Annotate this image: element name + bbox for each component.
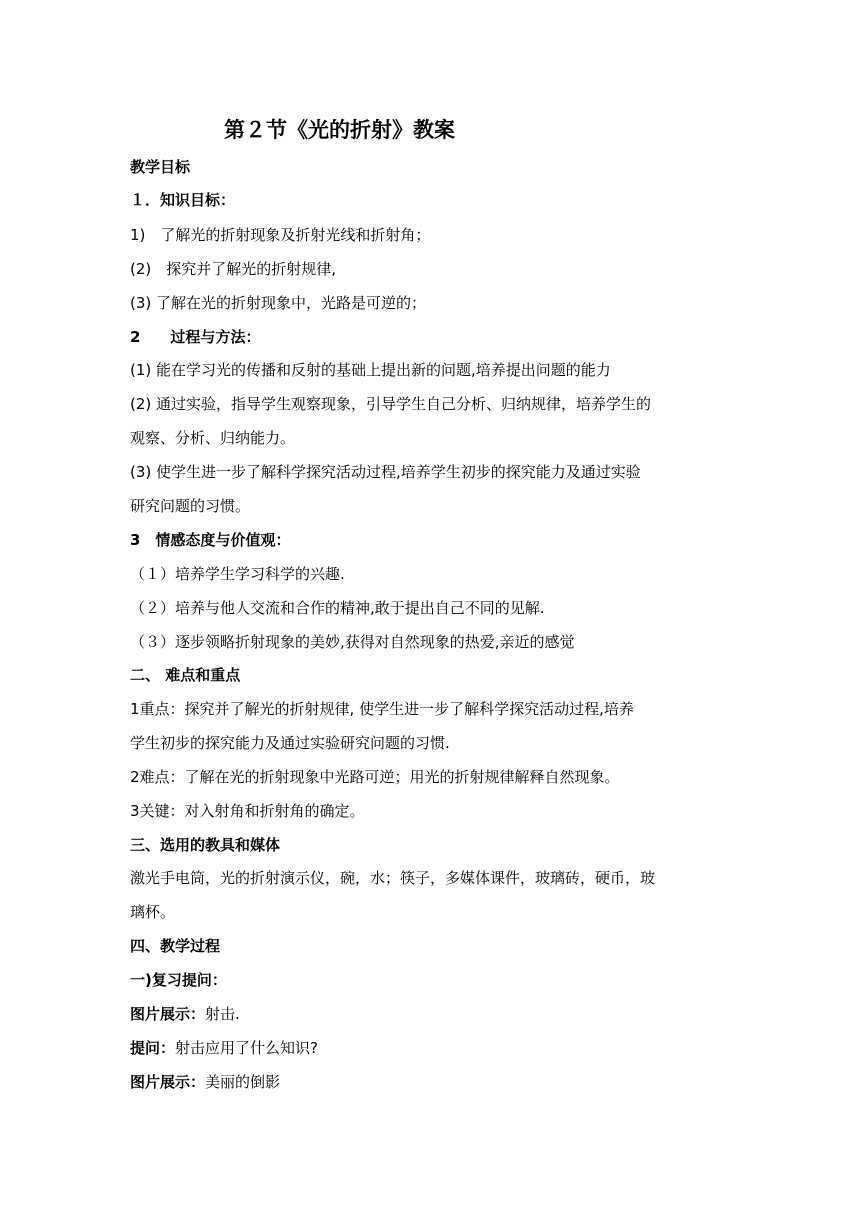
- process-item-3: (3) 使学生进一步了解科学探究活动过程,培养学生初步的探究能力及通过实验: [130, 463, 641, 481]
- emotion-item-3: （３）逐步领略折射现象的美妙,获得对自然现象的热爱,亲近的感觉: [130, 633, 575, 651]
- section-heading-key-points: 二、 难点和重点: [130, 666, 241, 684]
- process-methods-title: 2 过程与方法：: [130, 328, 261, 346]
- materials-line-1: 激光手电筒，光的折射演示仪，碗，水；筷子，多媒体课件，玻璃砖，硬币，玻: [130, 869, 656, 887]
- crux-line: 3关键：对入射角和折射角的确定。: [130, 802, 365, 820]
- key-point-line-1: 1重点：探究并了解光的折射规律, 使学生进一步了解科学探究活动过程,培养: [130, 700, 634, 718]
- entry-label: 图片展示：: [130, 1005, 206, 1023]
- process-item-3-cont: 研究问题的习惯。: [130, 497, 251, 515]
- process-entry: [130, 1037, 318, 1059]
- process-entry: [130, 1071, 280, 1093]
- emotion-item-1: （１）培养学生学习科学的兴趣.: [130, 565, 345, 583]
- materials-line-2: 璃杯。: [130, 903, 176, 921]
- process-entry: [130, 1003, 240, 1025]
- process-item-1: (1) 能在学习光的传播和反射的基础上提出新的问题,培养提出问题的能力: [130, 361, 611, 379]
- knowledge-item-3: (3) 了解在光的折射现象中，光路是可逆的；: [130, 294, 427, 312]
- knowledge-item-2: (2) 探究并了解光的折射规律,: [130, 260, 337, 278]
- entry-label: 图片展示：: [130, 1073, 206, 1091]
- document-title: 第２节《光的折射》教案: [224, 118, 455, 142]
- entry-text: 美丽的倒影: [205, 1073, 281, 1091]
- emotion-item-2: （２）培养与他人交流和合作的精神,敢于提出自己不同的见解.: [130, 599, 545, 617]
- entry-text: 射击应用了什么知识?: [175, 1039, 318, 1057]
- entry-label: 提问：: [130, 1039, 176, 1057]
- emotion-values-title: 3 情感态度与价值观：: [130, 531, 291, 549]
- section-heading-materials: 三、选用的教具和媒体: [130, 836, 281, 854]
- knowledge-item-1: 1) 了解光的折射现象及折射光线和折射角；: [130, 226, 431, 244]
- key-point-line-2: 学生初步的探究能力及通过实验研究问题的习惯.: [130, 734, 450, 752]
- section-heading-process: 四、教学过程: [130, 937, 221, 955]
- entry-text: 射击.: [205, 1005, 240, 1023]
- process-item-2-cont: 观察、分析、归纳能力。: [130, 429, 296, 447]
- knowledge-objectives-title: １．知识目标：: [130, 191, 236, 209]
- difficulty-line: 2难点：了解在光的折射现象中光路可逆；用光的折射规律解释自然现象。: [130, 768, 620, 786]
- process-item-2: (2) 通过实验，指导学生观察现象，引导学生自己分析、归纳规律，培养学生的: [130, 395, 652, 413]
- section-heading-objectives: 教学目标: [130, 158, 191, 176]
- review-questions-title: 一)复习提问：: [130, 971, 227, 989]
